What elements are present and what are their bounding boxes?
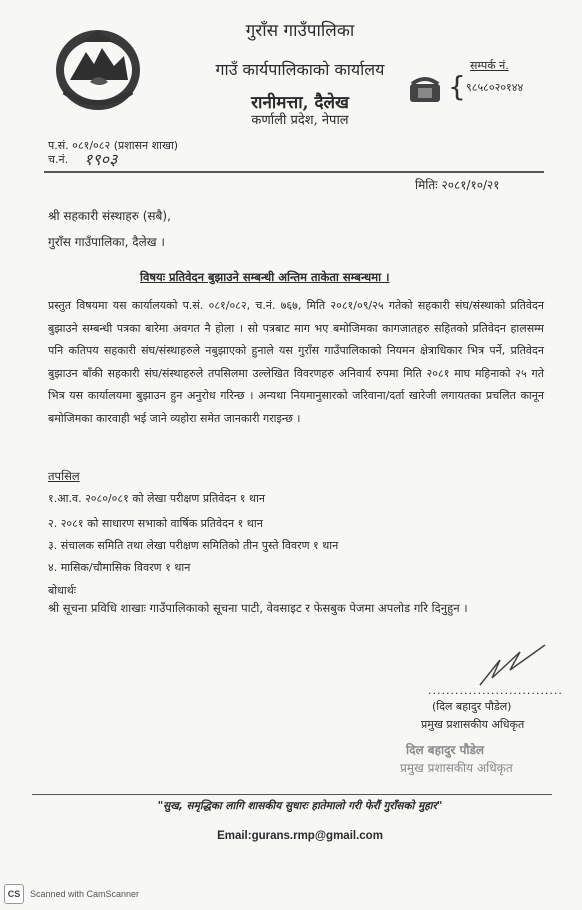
dispatch-number-label: च.नं. (48, 153, 69, 166)
dispatch-number-handwritten: १९०३ (84, 150, 118, 169)
details-heading: तपसिल (48, 469, 80, 483)
province-country: कर्णाली प्रदेश, नेपाल (251, 113, 349, 128)
letter-subject: विषयः प्रतिवेदन बुझाउने सम्बन्धी अन्तिम ताकेता सम्बन्धमा । (140, 270, 390, 284)
header-divider (44, 171, 544, 173)
camscanner-icon: CS (4, 884, 24, 904)
recipient-line-2: गुराँस गाउँपालिका, दैलेख । (48, 235, 165, 249)
details-item: ४. मासिक/चौमासिक विवरण १ थान (48, 561, 191, 574)
details-item: ३. संचालक समिति तथा लेखा परीक्षण समितिको तीन पुस्ते विवरण १ थान (48, 539, 339, 552)
contact-number: ९८५८०२०१४४ (466, 81, 524, 94)
signature-line: .............................. (428, 684, 563, 697)
letter-date: मितिः २०८१/१०/२१ (415, 178, 500, 192)
footer-slogan: "सुख, समृद्धिका लागि शासकीय सुधारः हातेमालो गरी फेरौं गुराँसको मुहार" (157, 800, 443, 812)
office-location: रानीमत्ता, दैलेख (251, 93, 349, 113)
signatory-title: प्रमुख प्रशासकीय अधिकृत (421, 718, 525, 731)
brace-icon: { (448, 70, 466, 103)
recipient-line-1: श्री सहकारी संस्थाहरु (सबै), (48, 209, 171, 223)
contact-label: सम्पर्क नं. (470, 59, 509, 72)
nepal-emblem-icon (52, 22, 144, 114)
stamp-title: प्रमुख प्रशासकीय अधिकृत (400, 761, 513, 775)
scanner-label: Scanned with CamScanner (30, 889, 140, 899)
footer-email: Email:gurans.rmp@gmail.com (217, 830, 383, 842)
org-name: गुराँस गाउँपालिका (245, 21, 355, 41)
telephone-icon (408, 76, 442, 104)
details-item: १.आ.व. २०८०/०८१ को लेखा परीक्षण प्रतिवेदन १ थान (48, 492, 265, 505)
signatory-name: (दिल बहादुर पौडेल) (432, 700, 512, 713)
footer-divider (32, 794, 552, 795)
details-item: २. २०८१ को साधारण सभाको वार्षिक प्रतिवेदन १ थान (48, 517, 263, 530)
letter-body: प्रस्तुत विषयमा यस कार्यालयको प.सं. ०८१/०८२, च.नं. ७६७, मिति २०८१/०९/२५ गतेको सहकारी संघ/संस्थाको प्रतिवेदन बुझाउने सम्बन्धी पत्रका बारेमा अवगत नै होला । सो पत्रबाट माग भए बमोजिमका कागजातहरु सहितको प्रतिवेदन हालसम्म पनि कतिपय सहकारी संघ/संस्थाहरुले नबुझाएको हुनाले यस गुराँस गाउँपालिकाको नियमन क्षेत्राधिकार भित्र पर्ने, प्रतिवेदन बुझाउन बाँकी सहकारी संघ/संस्थाहरुले तपसिलमा उल्लेखित विवरणहरु अनिवार्य रुपमा मिति २०८१ माघ महिनाको २५ गते भित्र यस कार्यालयमा बुझाउन हुन अनुरोध गरिन्छ । अन्यथा नियमानुसारको जरिवाना/दर्ता खारेजी लगायतका प्रचलित कानून बमोजिमका कारवाही भई जाने व्यहोरा समेत जानकारी गराइन्छ । (48, 299, 544, 425)
letter-reference-number: प.सं. ०८१/०८२ (प्रशासन शाखा) (48, 139, 179, 152)
cc-heading: बोधार्थः (48, 584, 76, 597)
cc-line: श्री सूचना प्रविधि शाखाः गाउँपालिकाको सूचना पाटी, वेवसाइट र फेसबुक पेजमा अपलोड गरि दिनुहुन । (48, 601, 468, 615)
office-name: गाउँ कार्यपालिकाको कार्यालय (215, 60, 385, 79)
stamp-name: दिल बहादुर पौडेल (406, 743, 485, 757)
scanner-watermark (4, 884, 139, 904)
